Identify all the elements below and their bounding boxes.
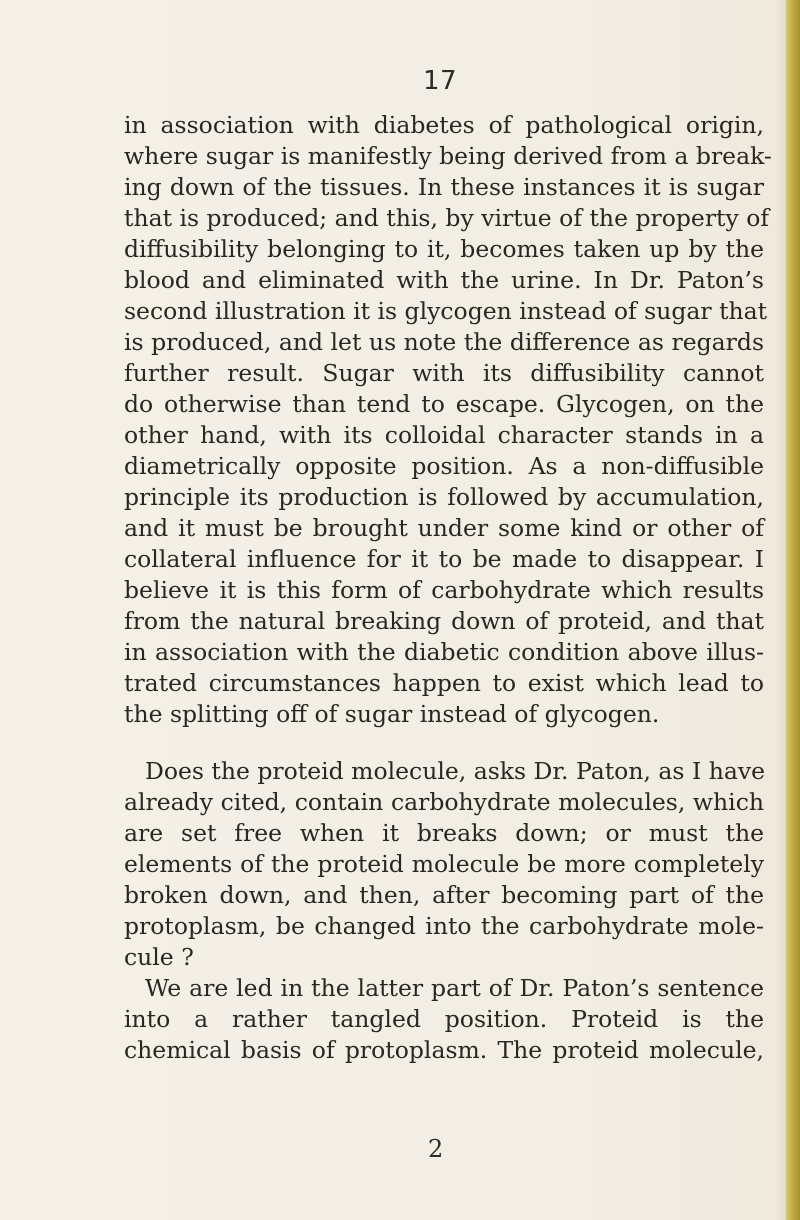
body-text bbox=[124, 110, 772, 1066]
text-line: second illustration it is glycogen instead of sugar that bbox=[124, 297, 768, 325]
text-line: chemical basis of protoplasm. The proteid molecule, bbox=[124, 1036, 764, 1064]
text-line: further result. Sugar with its diffusibility cannot bbox=[124, 359, 764, 387]
text-line: in association with the diabetic condition above illus- bbox=[124, 638, 764, 666]
text-line: do otherwise than tend to escape. Glycogen, on the bbox=[124, 390, 764, 418]
text-line: other hand, with its colloidal character stands in a bbox=[124, 421, 764, 449]
paragraph-1 bbox=[124, 110, 772, 730]
text-line: blood and eliminated with the urine. In Dr. Paton’s bbox=[124, 266, 764, 294]
text-line: are set free when it breaks down; or must the bbox=[124, 819, 764, 847]
text-line: cule ? bbox=[124, 943, 194, 971]
text-line: protoplasm, be changed into the carbohydrate mole- bbox=[124, 912, 764, 940]
page-edge-shadow bbox=[776, 0, 786, 1220]
text-line: elements of the proteid molecule be more completely bbox=[124, 850, 764, 878]
paragraph-2 bbox=[124, 756, 764, 973]
text-line: ing down of the tissues. In these instances it is sugar bbox=[124, 173, 764, 201]
page-number: 17 bbox=[423, 66, 458, 96]
paragraph-gap bbox=[124, 730, 764, 756]
text-line: already cited, contain carbohydrate molecules, which bbox=[124, 788, 764, 816]
text-line: into a rather tangled position. Proteid is the bbox=[124, 1005, 764, 1033]
text-line: diffusibility belonging to it, becomes taken up by the bbox=[124, 235, 764, 263]
text-line: the splitting off of sugar instead of glycogen. bbox=[124, 700, 660, 728]
paragraph-3 bbox=[124, 973, 764, 1066]
signature-mark: 2 bbox=[428, 1135, 444, 1163]
text-line: believe it is this form of carbohydrate which results bbox=[124, 576, 764, 604]
text-line: Does the proteid molecule, asks Dr. Paton, as I have bbox=[145, 757, 766, 785]
text-line: collateral influence for it to be made to disappear. I bbox=[124, 545, 764, 573]
gilt-page-edge bbox=[786, 0, 800, 1220]
text-line: is produced, and let us note the difference as regards bbox=[124, 328, 764, 356]
text-line: where sugar is manifestly being derived from a break- bbox=[124, 142, 772, 170]
text-line: broken down, and then, after becoming part of the bbox=[124, 881, 764, 909]
text-line: from the natural breaking down of proteid, and that bbox=[124, 607, 764, 635]
text-line: trated circumstances happen to exist which lead to bbox=[124, 669, 764, 697]
text-line: in association with diabetes of pathological origin, bbox=[124, 111, 764, 139]
text-line: and it must be brought under some kind or other of bbox=[124, 514, 764, 542]
text-line: that is produced; and this, by virtue of the property of bbox=[124, 204, 770, 232]
text-line: principle its production is followed by accumulation, bbox=[124, 483, 764, 511]
text-line: diametrically opposite position. As a non-diffusible bbox=[124, 452, 764, 480]
text-line: We are led in the latter part of Dr. Paton’s sentence bbox=[145, 974, 764, 1002]
